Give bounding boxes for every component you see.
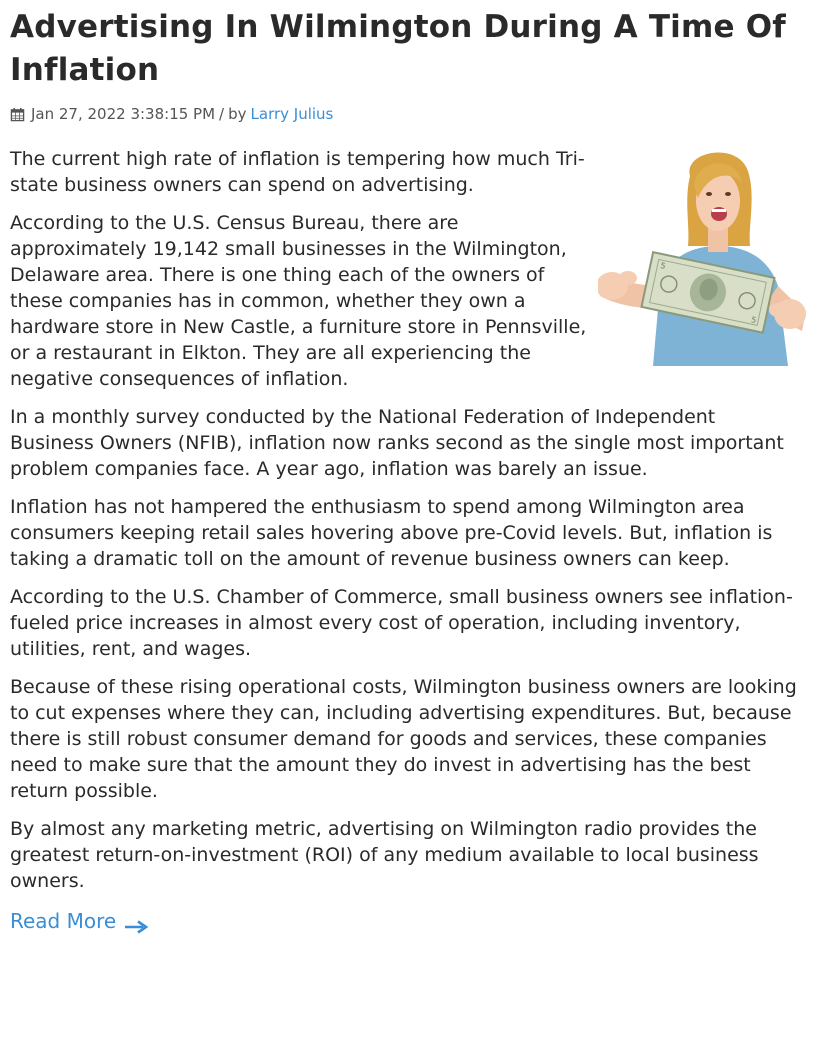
post-title: Advertising In Wilmington During A Time Of Inflation — [10, 9, 786, 88]
by-label: by — [228, 105, 247, 123]
woman-holding-dollar-image — [598, 146, 808, 366]
paragraph: According to the U.S. Chamber of Commerce, small business owners see inflation-fueled price increases in almost every cost of operation, including inventory, utilities, rent, and wages. — [10, 586, 793, 660]
arrow-right-icon — [124, 914, 148, 928]
paragraph: In a monthly survey conducted by the National Federation of Independent Business Owners (NFIB), inflation now ranks second as the single most important problem companies face. A year ago, inflation was barely an issue. — [10, 406, 784, 480]
paragraph: According to the U.S. Census Bureau, there are approximately 19,142 small businesses in the Wilmington, Delaware area. There is one thing each of the owners of these companies has in common, whether they own a hardware store in New Castle, a furniture store in Pennsville, or a restaurant in Elkton. They are all experiencing the negative consequences of inflation. — [10, 212, 587, 390]
calendar-icon — [10, 107, 25, 122]
read-more-label: Read More — [10, 909, 117, 933]
post-meta — [10, 104, 800, 124]
read-more-link[interactable] — [10, 908, 148, 934]
paragraph: The current high rate of inflation is tempering how much Tri-state business owners can spend on advertising. — [10, 148, 585, 196]
article — [10, 0, 800, 935]
svg-text:5: 5 — [659, 261, 667, 271]
svg-text:5: 5 — [750, 315, 758, 325]
paragraph: By almost any marketing metric, advertising on Wilmington radio provides the greatest return-on-investment (ROI) of any medium available to local business owners. — [10, 818, 759, 892]
post-date: Jan 27, 2022 3:38:15 PM — [31, 105, 216, 123]
paragraph: Inflation has not hampered the enthusiasm to spend among Wilmington area consumers keeping retail sales hovering above pre-Covid levels. But, inflation is taking a dramatic toll on the amount of revenue business owners can keep. — [10, 496, 773, 570]
paragraph: Because of these rising operational costs, Wilmington business owners are looking to cut expenses where they can, including advertising expenditures. But, because there is still robust consumer demand for goods and services, these companies need to make sure that the amount they do invest in advertising has the best return possible. — [10, 676, 797, 802]
author-link[interactable]: Larry Julius — [250, 105, 334, 123]
meta-separator: / — [219, 105, 225, 123]
post-body — [10, 146, 800, 935]
